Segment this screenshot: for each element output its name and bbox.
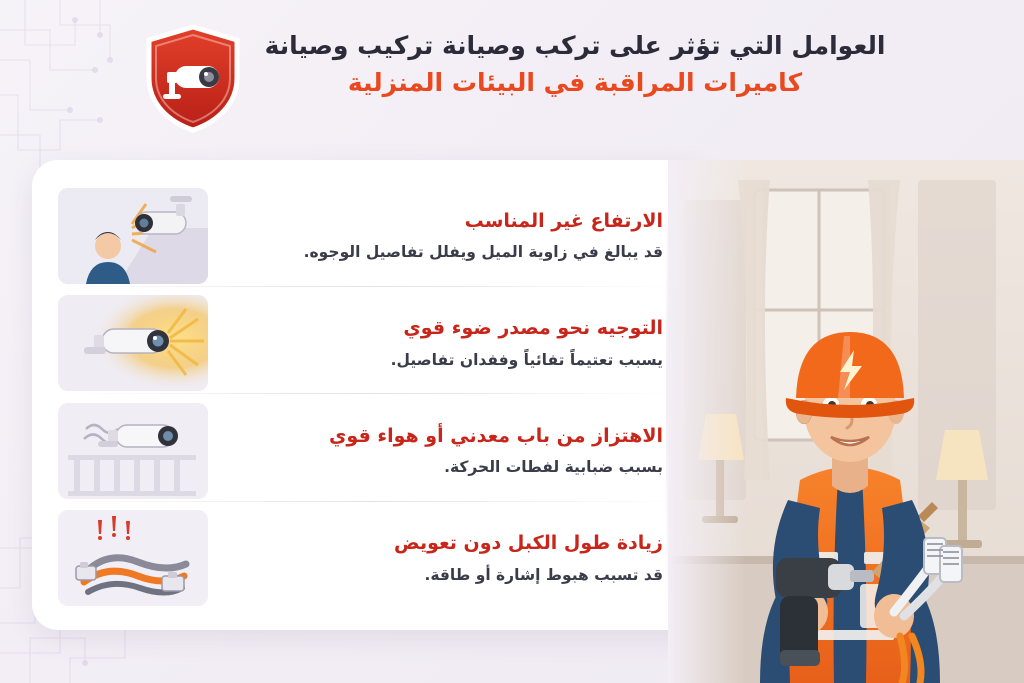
list-item[interactable] <box>58 397 688 505</box>
page-title-line1: العوامل التي تؤثر على تركب وصيانة تركيب وصيانة <box>264 31 886 60</box>
item-description: بسبب ضبابية لفطات الحركة. <box>444 458 663 477</box>
page-header <box>0 22 1024 142</box>
list-item[interactable] <box>58 290 688 398</box>
item-description: يسبب تعتيماً تفائياً وففدان تفاصيل. <box>390 350 663 369</box>
coiled-ethernet-cable-warning-icon <box>58 510 208 606</box>
list-item[interactable] <box>58 505 688 613</box>
list-item[interactable] <box>58 182 688 290</box>
item-title: التوجيه نحو مصدر ضوء قوي <box>403 317 663 340</box>
item-title: زيادة طول الكبل دون تعويض <box>394 532 663 555</box>
camera-facing-bright-light-icon <box>58 295 208 391</box>
shield-camera-icon <box>139 22 247 134</box>
header-text-block <box>265 22 886 102</box>
item-description: قد يبالغ في زاوية الميل ويفلل تفاصيل الوجوه. <box>303 243 663 262</box>
page-title-line2: كاميرات المراقبة في البيئات المنزلية <box>347 68 803 98</box>
item-title: الاهتزاز من باب معدني أو هواء قوي <box>329 424 663 447</box>
camera-on-vibrating-gate-icon <box>58 403 208 499</box>
item-description: قد تسبب هبوط إشارة أو طاقة. <box>424 565 663 584</box>
wall-mounted-camera-with-face-icon <box>58 188 208 284</box>
factors-card <box>32 160 712 630</box>
technician-with-drill-and-cables-illustration <box>668 160 1024 683</box>
item-title: الارتفاع غير المناسب <box>464 209 663 232</box>
